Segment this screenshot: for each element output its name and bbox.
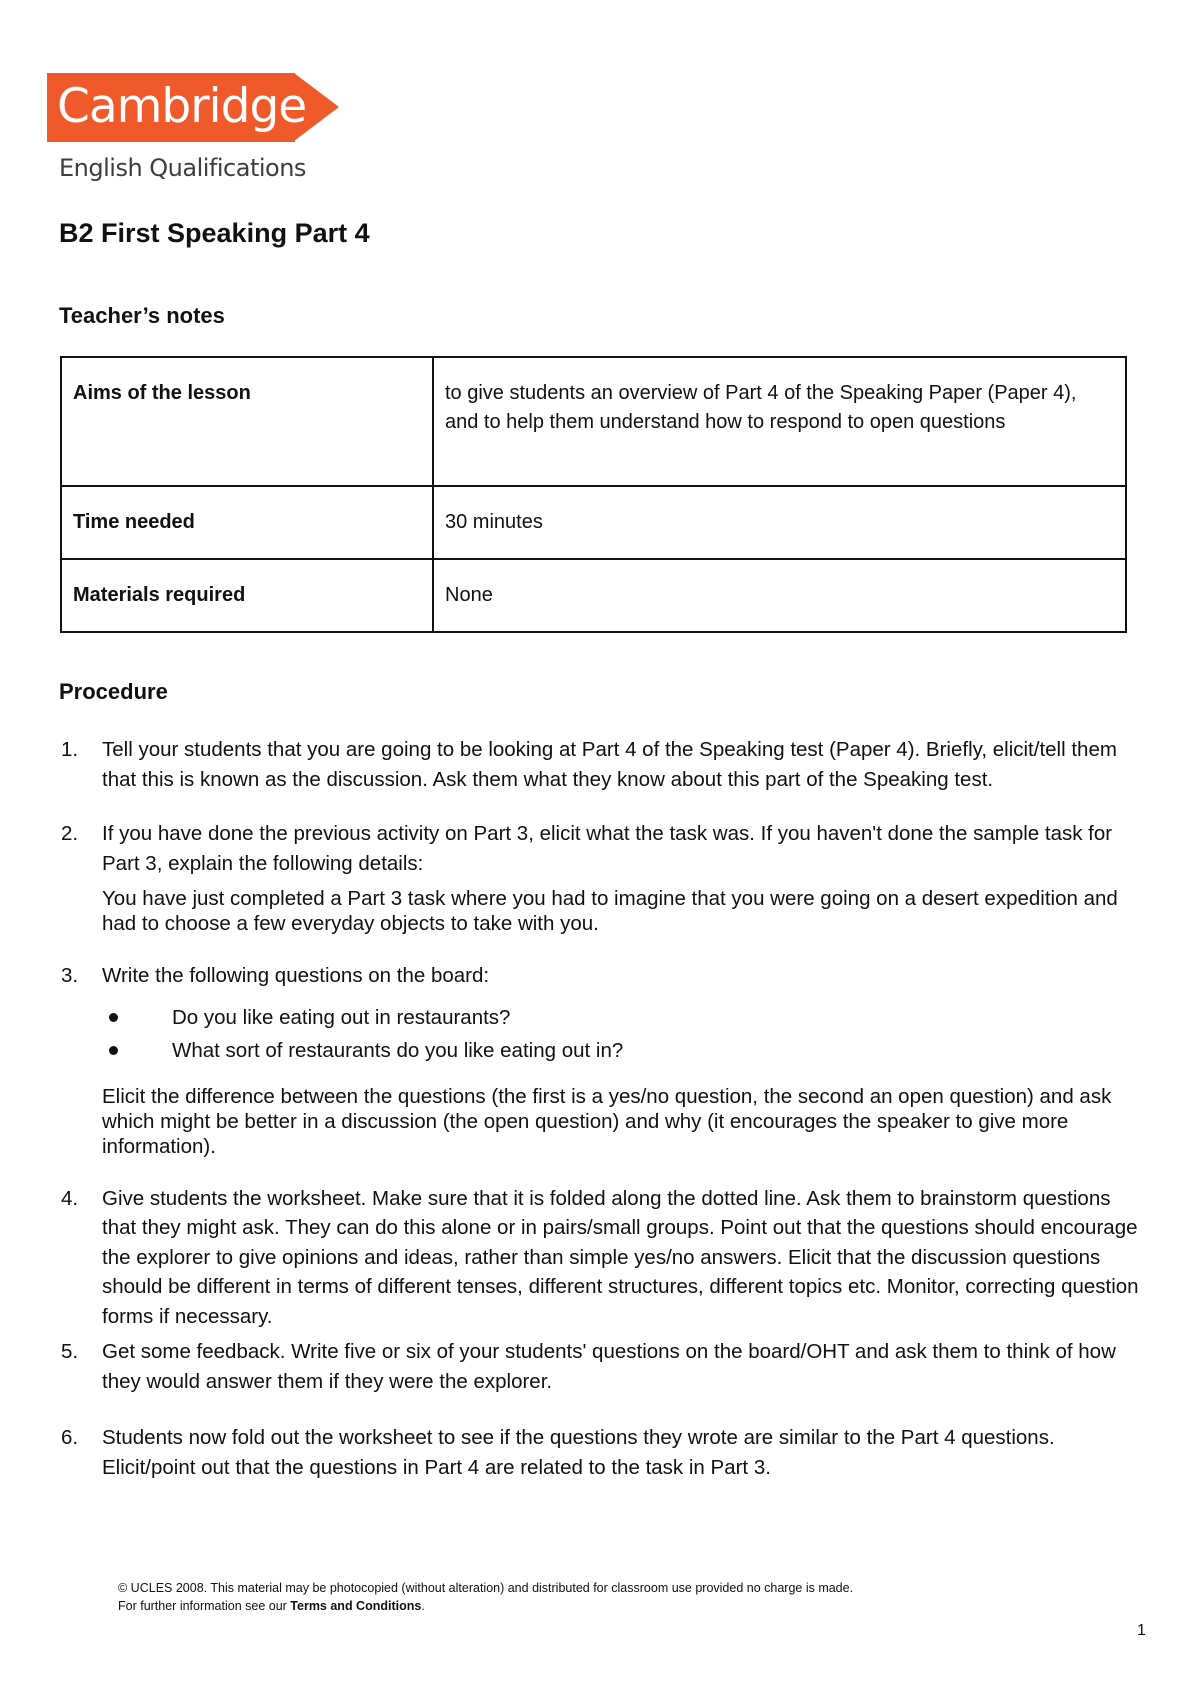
terms-line bbox=[118, 1597, 853, 1615]
step-text: Write the following questions on the board: bbox=[102, 964, 490, 987]
procedure-list bbox=[59, 735, 1139, 1482]
logo-subtitle: English Qualifications bbox=[59, 154, 306, 182]
table-label: Time needed bbox=[61, 486, 433, 559]
copyright-line: © UCLES 2008. This material may be photocopied (without alteration) and distributed for classroom use provided no charge is made. bbox=[118, 1581, 854, 1595]
page-number: 1 bbox=[1137, 1622, 1146, 1639]
terms-prefix: For further information see our bbox=[118, 1599, 291, 1613]
step-text: If you have done the previous activity on Part 3, elicit what the task was. If you haven't done the sample task for Part 3, explain the following details: bbox=[102, 822, 1113, 875]
procedure-step bbox=[59, 961, 1139, 1159]
step-number: 5. bbox=[61, 1340, 79, 1363]
terms-suffix: . bbox=[421, 1599, 425, 1613]
terms-link[interactable]: Terms and Conditions bbox=[290, 1599, 422, 1613]
procedure-step bbox=[59, 1184, 1139, 1332]
procedure-heading: Procedure bbox=[59, 679, 168, 704]
table-label: Aims of the lesson bbox=[61, 357, 433, 486]
bullet-icon bbox=[109, 1046, 118, 1055]
copyright-footer bbox=[118, 1579, 853, 1615]
table-value: to give students an overview of Part 4 of the Speaking Paper (Paper 4), and to help them understand how to respond to open questions bbox=[433, 357, 1126, 486]
bullet-text: What sort of restaurants do you like eating out in? bbox=[172, 1038, 624, 1062]
step-text: Tell your students that you are going to be looking at Part 4 of the Speaking test (Paper 4). Briefly, elicit/tell them that this is known as the discussion. Ask them what they know about this part of the Speaking test. bbox=[102, 738, 1117, 791]
lesson-info-table bbox=[60, 356, 1127, 633]
page-subtitle: Teacher’s notes bbox=[59, 303, 225, 328]
step-number: 3. bbox=[61, 964, 79, 987]
list-item bbox=[102, 1034, 1139, 1067]
procedure-step bbox=[59, 735, 1139, 794]
step-number: 1. bbox=[61, 738, 79, 761]
bullet-text: Do you like eating out in restaurants? bbox=[172, 1005, 511, 1029]
table-row bbox=[61, 559, 1126, 632]
logo-wordmark: Cambridge bbox=[57, 79, 307, 134]
table-label: Materials required bbox=[61, 559, 433, 632]
step-number: 2. bbox=[61, 822, 79, 845]
table-value: 30 minutes bbox=[433, 486, 1126, 559]
list-item bbox=[102, 1001, 1139, 1034]
step-example: You have just completed a Part 3 task where you had to imagine that you were going on a desert expedition and had to choose a few everyday objects to take with you. bbox=[102, 887, 1118, 935]
procedure-step bbox=[59, 1337, 1139, 1396]
step-number: 6. bbox=[61, 1426, 79, 1449]
step-text: Get some feedback. Write five or six of your students' questions on the board/OHT and ask them to think of how they would answer them if they were the explorer. bbox=[102, 1340, 1116, 1393]
step-text: Students now fold out the worksheet to see if the questions they wrote are similar to the Part 4 questions. Elicit/point out that the questions in Part 4 are related to the task in Part 3. bbox=[102, 1426, 1055, 1479]
procedure-step bbox=[59, 819, 1139, 936]
step-followup: Elicit the difference between the questions (the first is a yes/no question, the second an open question) and ask which might be better in a discussion (the open question) and why (it encourages the speaker to give more information). bbox=[102, 1084, 1112, 1158]
table-value: None bbox=[433, 559, 1126, 632]
procedure-step bbox=[59, 1423, 1139, 1482]
cambridge-logo bbox=[47, 73, 347, 193]
page-title: B2 First Speaking Part 4 bbox=[59, 218, 370, 248]
bullet-icon bbox=[109, 1013, 118, 1022]
step-number: 4. bbox=[61, 1186, 79, 1210]
table-row bbox=[61, 486, 1126, 559]
step-text: Give students the worksheet. Make sure that it is folded along the dotted line. Ask them to brainstorm questions that they might ask. They can do this alone or in pairs/small groups. Point out that the questions should encourage the explorer to give opinions and ideas, rather than simple yes/no answers. Elicit that the discussion questions should be different in terms of different tenses, different structures, different topics etc. Monitor, correcting question forms if necessary. bbox=[102, 1186, 1139, 1328]
table-row bbox=[61, 357, 1126, 486]
question-list bbox=[102, 1001, 1139, 1067]
